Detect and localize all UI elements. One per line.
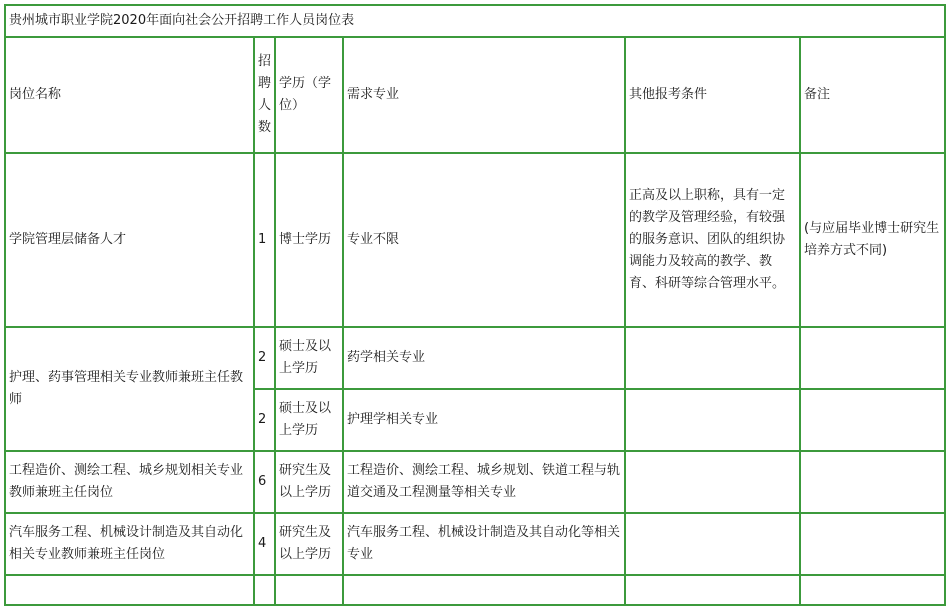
cell-position: [5, 575, 254, 605]
cell-remark: [800, 451, 945, 513]
table-row: [5, 513, 945, 575]
cell-remark: [800, 575, 945, 605]
recruitment-table: [4, 4, 946, 606]
cell-position: 护理、药事管理相关专业教师兼班主任教师: [5, 327, 254, 451]
table-row: [5, 153, 945, 327]
table-row: [5, 327, 945, 389]
cell-other: 正高及以上职称，具有一定的教学及管理经验，有较强的服务意识、团队的组织协调能力及较高的教学、教育、科研等综合管理水平。: [625, 153, 800, 327]
cell-count: 2: [254, 389, 275, 451]
table-row: [5, 575, 945, 605]
cell-other: [625, 513, 800, 575]
cell-other: [625, 451, 800, 513]
cell-count: 4: [254, 513, 275, 575]
title-row: [5, 5, 945, 37]
header-remark: 备注: [800, 37, 945, 153]
table-title: 贵州城市职业学院2020年面向社会公开招聘工作人员岗位表: [5, 5, 945, 37]
cell-major: 专业不限: [343, 153, 625, 327]
header-position: 岗位名称: [5, 37, 254, 153]
header-count: 招聘人数: [254, 37, 275, 153]
cell-other: [625, 327, 800, 389]
cell-remark: (与应届毕业博士研究生培养方式不同): [800, 153, 945, 327]
cell-position: 汽车服务工程、机械设计制造及其自动化相关专业教师兼班主任岗位: [5, 513, 254, 575]
cell-education: 博士学历: [275, 153, 343, 327]
cell-remark: [800, 513, 945, 575]
cell-position: 工程造价、测绘工程、城乡规划相关专业教师兼班主任岗位: [5, 451, 254, 513]
table-row: [5, 451, 945, 513]
cell-count: 6: [254, 451, 275, 513]
cell-count: [254, 575, 275, 605]
cell-education: 硕士及以上学历: [275, 389, 343, 451]
cell-education: 研究生及以上学历: [275, 513, 343, 575]
cell-education: 研究生及以上学历: [275, 451, 343, 513]
cell-education: [275, 575, 343, 605]
cell-major: 汽车服务工程、机械设计制造及其自动化等相关专业: [343, 513, 625, 575]
cell-major: 药学相关专业: [343, 327, 625, 389]
header-other: 其他报考条件: [625, 37, 800, 153]
cell-remark: [800, 327, 945, 389]
page: [4, 4, 944, 604]
cell-education: 硕士及以上学历: [275, 327, 343, 389]
cell-major: [343, 575, 625, 605]
header-major: 需求专业: [343, 37, 625, 153]
cell-major: 护理学相关专业: [343, 389, 625, 451]
cell-position: 学院管理层储备人才: [5, 153, 254, 327]
cell-remark: [800, 389, 945, 451]
cell-other: [625, 389, 800, 451]
cell-count: 2: [254, 327, 275, 389]
header-education: 学历（学位）: [275, 37, 343, 153]
cell-other: [625, 575, 800, 605]
cell-major: 工程造价、测绘工程、城乡规划、铁道工程与轨道交通及工程测量等相关专业: [343, 451, 625, 513]
header-row: [5, 37, 945, 153]
cell-count: 1: [254, 153, 275, 327]
